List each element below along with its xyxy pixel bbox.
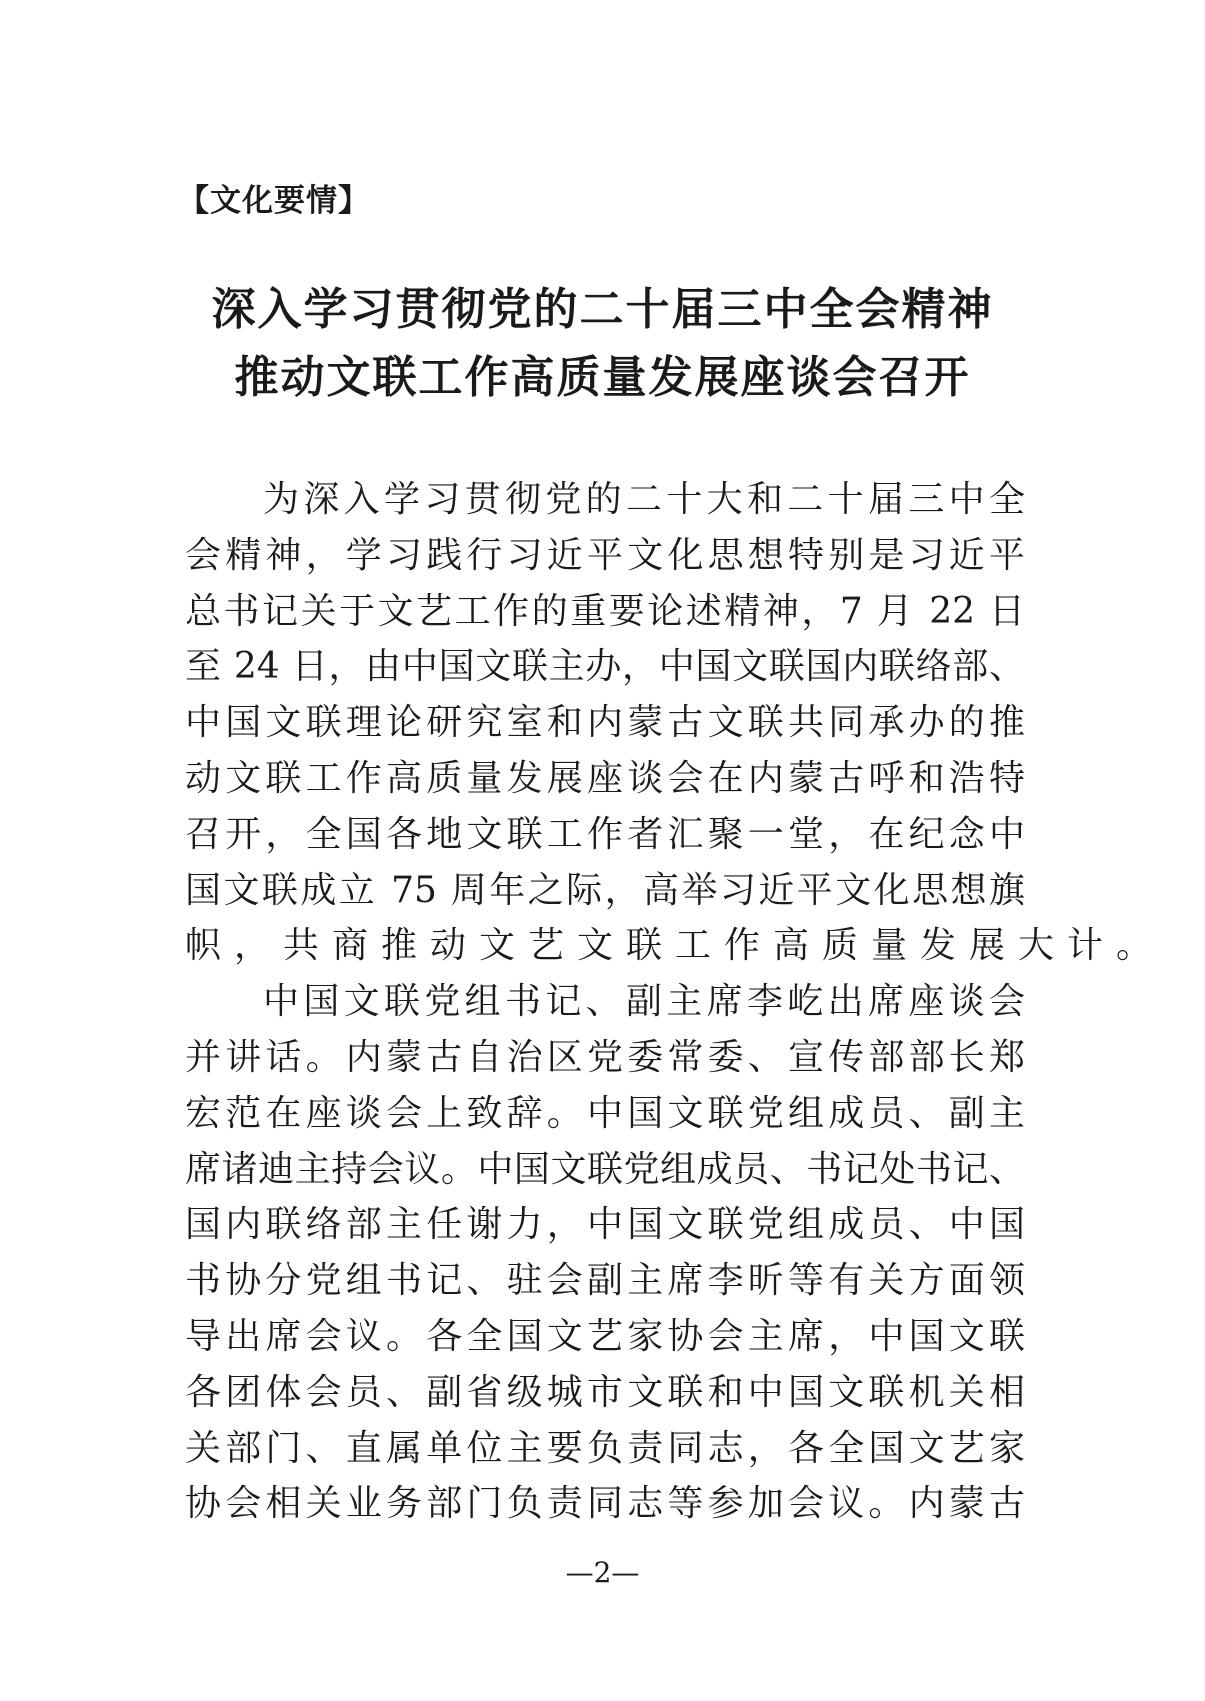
text-line: 至 24 日，由中国文联主办，中国文联国内联络部、 [185, 646, 1025, 688]
text-line: 中国文联理论研究室和内蒙古文联共同承办的推 [185, 702, 1025, 744]
text-line: 并讲话。内蒙古自治区党委常委、宣传部部长郑 [185, 1036, 1025, 1078]
text-line: 国文联成立 75 周年之际，高举习近平文化思想旗 [185, 869, 1025, 911]
text-line: 会精神，学习践行习近平文化思想特别是习近平 [185, 534, 1025, 576]
text-line: 中国文联党组书记、副主席李屹出席座谈会 [263, 981, 1025, 1023]
text-line: 协会相关业务部门负责同志等参加会议。内蒙古 [185, 1483, 1025, 1525]
paragraph-1 [185, 472, 1166, 974]
text-line: 导出席会议。各全国文艺家协会主席，中国文联 [185, 1315, 1025, 1357]
section-label: 【文化要情】 [178, 183, 370, 219]
page-number: —2— [565, 1556, 640, 1589]
text-line: 关部门、直属单位主要负责同志，各全国文艺家 [185, 1427, 1025, 1469]
text-line: 宏范在座谈会上致辞。中国文联党组成员、副主 [185, 1092, 1025, 1134]
text-line: 各团体会员、副省级城市文联和中国文联机关相 [185, 1371, 1025, 1413]
text-line: 席诸迪主持会议。中国文联党组成员、书记处书记、 [185, 1148, 1025, 1190]
article-title-line-1: 深入学习贯彻党的二十届三中全会精神 [211, 284, 994, 335]
article-title-line-2: 推动文联工作高质量发展座谈会召开 [234, 352, 971, 403]
text-line: 书协分党组书记、驻会副主席李昕等有关方面领 [185, 1260, 1025, 1302]
text-line: 总书记关于文艺工作的重要论述精神，7 月 22 日 [185, 590, 1025, 632]
text-line: 动文联工作高质量发展座谈会在内蒙古呼和浩特 [185, 757, 1025, 799]
paragraph-2 [185, 974, 1025, 1532]
text-line: 帜，共商推动文艺文联工作高质量发展大计。 [185, 925, 1166, 967]
text-line: 为深入学习贯彻党的二十大和二十届三中全 [263, 479, 1025, 520]
text-line: 召开，全国各地文联工作者汇聚一堂，在纪念中 [185, 813, 1025, 855]
article-body [185, 472, 1166, 1532]
text-line: 国内联络部主任谢力，中国文联党组成员、中国 [185, 1204, 1025, 1246]
